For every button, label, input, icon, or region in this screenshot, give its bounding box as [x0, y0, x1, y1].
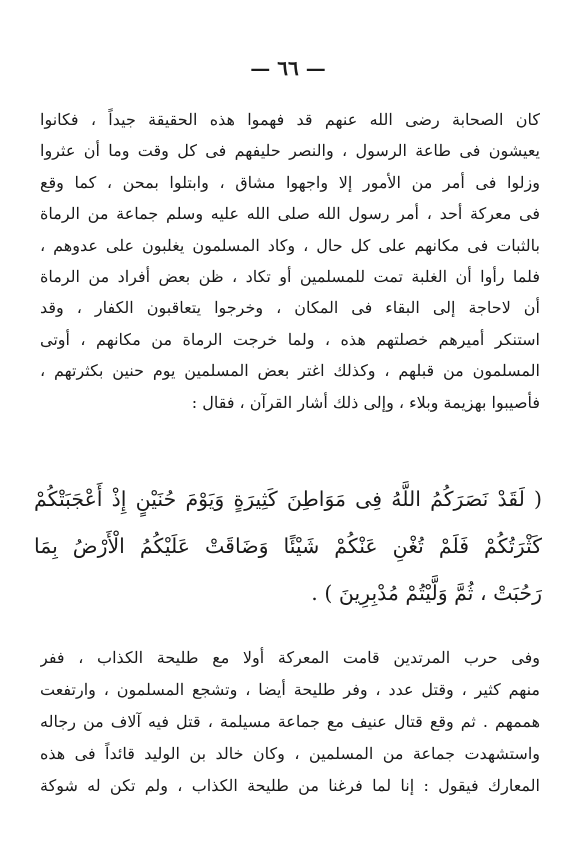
text-line: فى معركة أحد ، أمر رسول الله صلى الله عليه وسلم جماعة من الرماة [40, 204, 540, 224]
text-line: المسلمون من قبلهم ، وكذلك اغتر بعض المسلمين يوم حنين بكثرتهم ، [40, 361, 540, 381]
text-line: هممهم . ثم وقع قتال عنيف مع جماعة مسيلمة ، قتل فيه آلاف من رجاله [40, 712, 540, 731]
text-line: أن لاحاجة إلى البقاء فى المكان ، وخرجوا يتعاقبون الكفار ، وقد [40, 298, 540, 318]
text-line: كان الصحابة رضى الله عنهم قد فهموا هذه الحقيقة جيداً ، فكانوا [40, 110, 540, 129]
text-line: فأصيبوا بهزيمة وبلاء ، وإلى ذلك أشار القرآن ، فقال : [191, 392, 540, 412]
text-line: منهم كثير ، وقتل عدد ، وفر طليحة أيضا ، وتشجع المسلمون ، وارتفعت [40, 680, 540, 699]
paragraph-1 [40, 104, 540, 418]
verse-line: رَحُبَتْ ، ثُمَّ وَلَّيْتُمْ مُدْبِرِينَ ) . [311, 581, 542, 605]
text-line: وزلوا فى أمر من الأمور إلا واجهوا مشاق ، وابتلوا بمحن ، كما وقع [40, 172, 540, 192]
text-line: واستشهدت جماعة من المسلمين ، وكان خالد بن الوليد قائداً فى هذه [40, 744, 540, 763]
text-line: فلما رأوا أن الغلبة تمت للمسلمين أو تكاد ، ظن بعض أفراد من الرماة [40, 267, 540, 287]
quran-verse [34, 476, 542, 617]
text-line: المعارك فيقول : إنا لما فرغنا من طليحة الكذاب ، ولم تكن له شوكة [40, 776, 540, 795]
verse-line: كَثْرَتُكُمْ فَلَمْ تُغْنِ عَنْكُمْ شَيْئًا وَضَاقَتْ عَلَيْكُمُ الْأَرْضُ بِمَا [34, 534, 542, 558]
text-line: وفى حرب المرتدين قامت المعركة أولا مع طليحة الكذاب ، ففر [40, 648, 540, 667]
text-line: بالثبات فى مكانهم على كل حال ، وكاد المسلمون يغلبون على عدوهم ، [40, 235, 540, 255]
paragraph-2 [40, 642, 540, 802]
text-line: يعيشون فى طاعة الرسول ، والنصر حليفهم فى كل وقت وما أن عثروا [40, 141, 540, 161]
verse-line: ( لَقَدْ نَصَرَكُمُ اللَّهُ فِى مَوَاطِنَ كَثِيرَةٍ وَيَوْمَ حُنَيْنٍ إِذْ أَعْجَبَتْكُمْ [34, 487, 542, 511]
text-line: استنكر أميرهم خصلتهم هذه ، ولما خرجت الرماة من مكانهم ، أوتى [40, 329, 540, 349]
page-number: — ٦٦ — [250, 56, 326, 80]
